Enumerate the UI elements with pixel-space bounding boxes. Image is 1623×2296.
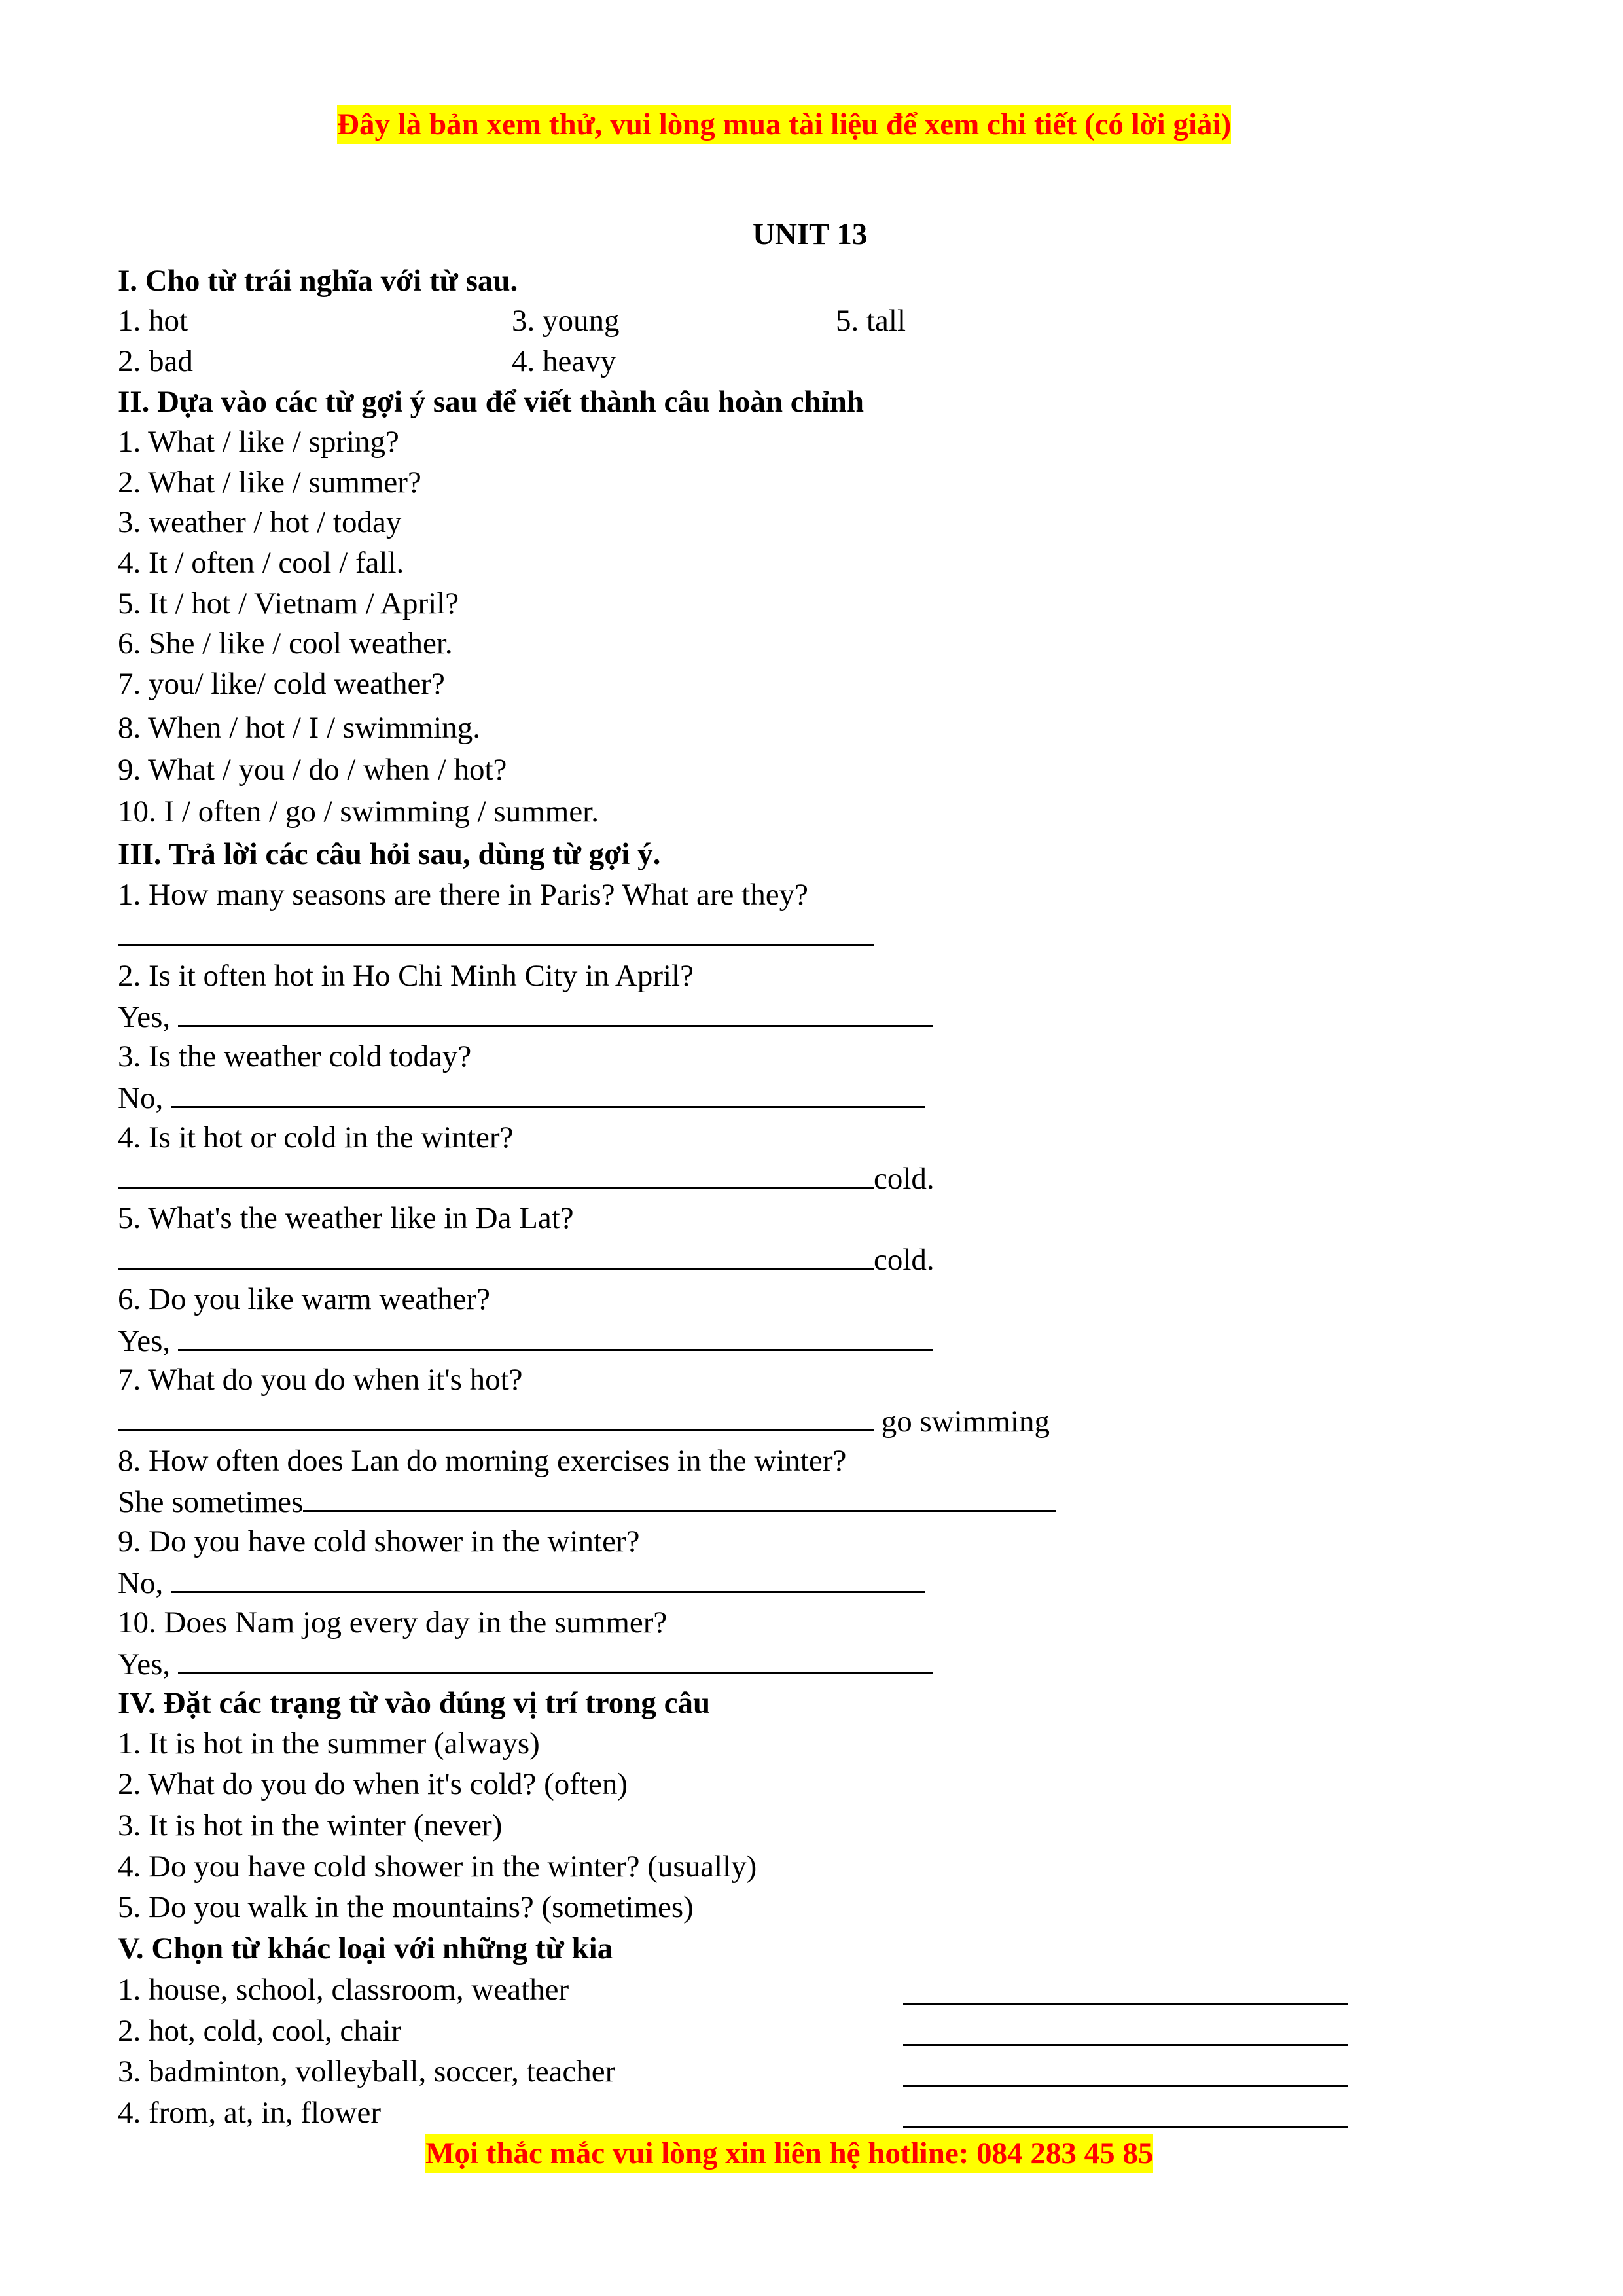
answer-prefix: Yes, (118, 1324, 171, 1358)
s3-answer-line[interactable] (118, 1562, 925, 1603)
s1-item: 4. heavy (512, 344, 616, 378)
s3-question: 9. Do you have cold shower in the winter? (118, 1524, 640, 1558)
s3-question: 4. Is it hot or cold in the winter? (118, 1121, 514, 1155)
answer-prefix: No, (118, 1081, 164, 1115)
unit-title: UNIT 13 (753, 217, 868, 251)
answer-prefix: She sometimes (118, 1485, 304, 1519)
s3-question: 5. What's the weather like in Da Lat? (118, 1201, 574, 1235)
section-1-title: I. Cho từ trái nghĩa với từ sau. (118, 264, 518, 298)
s5-item: 1. house, school, classroom, weather (118, 1973, 569, 2007)
s4-item: 5. Do you walk in the mountains? (sometimes) (118, 1890, 694, 1924)
s1-item: 3. young (512, 304, 620, 338)
section-3-title: III. Trả lời các câu hỏi sau, dùng từ gợi ý. (118, 837, 661, 871)
section-5-title: V. Chọn từ khác loại với những từ kia (118, 1931, 613, 1965)
s5-answer-line[interactable] (903, 2085, 1348, 2087)
answer-suffix: cold. (874, 1243, 935, 1277)
s3-answer-line[interactable] (118, 1077, 925, 1118)
s2-item: 7. you/ like/ cold weather? (118, 667, 445, 701)
s2-item: 9. What / you / do / when / hot? (118, 753, 507, 787)
s3-answer-line[interactable] (118, 916, 874, 956)
s1-item: 5. tall (836, 304, 906, 338)
s2-item: 5. It / hot / Vietnam / April? (118, 586, 459, 620)
s1-item: 2. bad (118, 344, 193, 378)
s2-item: 3. weather / hot / today (118, 505, 402, 539)
s2-item: 6. She / like / cool weather. (118, 626, 453, 660)
s2-item: 4. It / often / cool / fall. (118, 546, 404, 580)
s3-question: 7. What do you do when it's hot? (118, 1363, 523, 1397)
answer-prefix: No, (118, 1566, 164, 1600)
section-2-title: II. Dựa vào các từ gợi ý sau để viết thành câu hoàn chỉnh (118, 385, 865, 419)
s4-item: 4. Do you have cold shower in the winter? (usually) (118, 1850, 757, 1884)
s4-item: 3. It is hot in the winter (never) (118, 1808, 503, 1842)
s5-answer-line[interactable] (903, 2126, 1348, 2128)
s3-answer-line[interactable] (118, 1158, 935, 1198)
section-4-title: IV. Đặt các trạng từ vào đúng vị trí trong câu (118, 1686, 711, 1720)
s3-question: 10. Does Nam jog every day in the summer? (118, 1605, 668, 1640)
s1-item: 1. hot (118, 304, 188, 338)
s3-question: 3. Is the weather cold today? (118, 1039, 472, 1073)
s3-question: 2. Is it often hot in Ho Chi Minh City in April? (118, 959, 694, 993)
s3-answer-line[interactable] (118, 1320, 933, 1361)
s3-answer-line[interactable] (118, 1239, 935, 1280)
s3-answer-line[interactable] (118, 996, 933, 1037)
s5-answer-line[interactable] (903, 2044, 1348, 2046)
s2-item: 2. What / like / summer? (118, 465, 421, 499)
s2-item: 1. What / like / spring? (118, 425, 399, 459)
s3-answer-line[interactable] (118, 1481, 1056, 1522)
s3-question: 6. Do you like warm weather? (118, 1282, 491, 1316)
s3-question: 1. How many seasons are there in Paris? What are they? (118, 878, 808, 912)
answer-suffix: cold. (874, 1162, 935, 1196)
header-notice: Đây là bản xem thử, vui lòng mua tài liệu để xem chi tiết (có lời giải) (337, 105, 1231, 144)
s5-answer-line[interactable] (903, 2003, 1348, 2005)
footer-notice: Mọi thắc mắc vui lòng xin liên hệ hotline: 084 283 45 85 (425, 2134, 1153, 2173)
s5-item: 4. from, at, in, flower (118, 2096, 382, 2130)
answer-prefix: Yes, (118, 1000, 171, 1034)
s4-item: 2. What do you do when it's cold? (often) (118, 1767, 628, 1801)
s3-answer-line[interactable] (118, 1401, 1050, 1441)
s2-item: 8. When / hot / I / swimming. (118, 711, 480, 745)
s5-item: 3. badminton, volleyball, soccer, teacher (118, 2054, 616, 2089)
s2-item: 10. I / often / go / swimming / summer. (118, 795, 599, 829)
answer-prefix: Yes, (118, 1647, 171, 1681)
s4-item: 1. It is hot in the summer (always) (118, 1727, 540, 1761)
answer-suffix: go swimming (874, 1405, 1050, 1439)
s3-question: 8. How often does Lan do morning exercises in the winter? (118, 1444, 847, 1478)
s3-answer-line[interactable] (118, 1643, 933, 1684)
s5-item: 2. hot, cold, cool, chair (118, 2014, 402, 2048)
